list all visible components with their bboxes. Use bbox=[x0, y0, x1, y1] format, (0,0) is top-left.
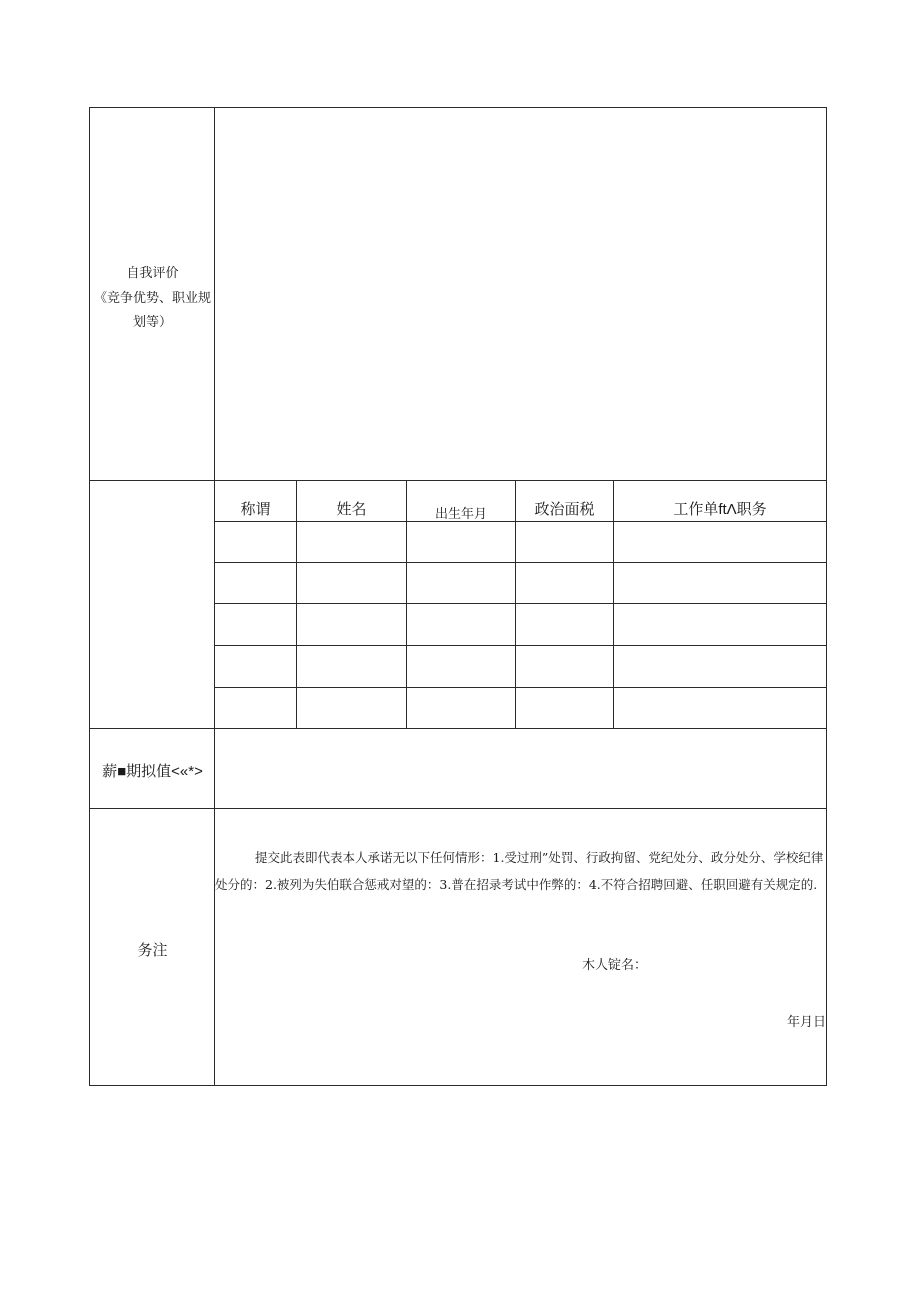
signature-label: 木人锭名： bbox=[582, 958, 648, 973]
self-evaluation-label-line2: 《竞争优势、职业规 bbox=[93, 290, 211, 305]
family-header-relation: 称谓 bbox=[240, 501, 271, 518]
section-divider-salary bbox=[89, 728, 827, 729]
self-evaluation-label-line1: 自我评价 bbox=[126, 266, 179, 281]
family-cell[interactable] bbox=[614, 563, 826, 603]
family-header-birth: 出生年月 bbox=[434, 507, 487, 522]
family-cell[interactable] bbox=[297, 688, 406, 728]
table-left-border bbox=[89, 107, 90, 1086]
family-cell[interactable] bbox=[516, 563, 613, 603]
family-cell[interactable] bbox=[215, 604, 296, 645]
family-cell[interactable] bbox=[516, 646, 613, 687]
family-cell[interactable] bbox=[215, 522, 296, 562]
date-label: 年月日 bbox=[786, 1015, 826, 1030]
family-cell[interactable] bbox=[516, 522, 613, 562]
family-cell[interactable] bbox=[614, 604, 826, 645]
family-cell[interactable] bbox=[297, 604, 406, 645]
family-cell[interactable] bbox=[215, 688, 296, 728]
family-cell[interactable] bbox=[407, 604, 515, 645]
family-cell[interactable] bbox=[516, 604, 613, 645]
table-right-border bbox=[826, 107, 827, 1086]
family-cell[interactable] bbox=[614, 646, 826, 687]
family-cell[interactable] bbox=[407, 688, 515, 728]
family-cell[interactable] bbox=[297, 522, 406, 562]
family-cell[interactable] bbox=[516, 688, 613, 728]
family-cell[interactable] bbox=[297, 646, 406, 687]
salary-expectation-label: 薪■期拟值<«*> bbox=[102, 763, 203, 780]
self-evaluation-field[interactable] bbox=[216, 109, 824, 478]
remarks-label: 务注 bbox=[137, 942, 168, 959]
family-cell[interactable] bbox=[614, 522, 826, 562]
self-evaluation-label bbox=[91, 262, 214, 334]
pledge-text: 提交此表即代表本人承诺无以下任何情形：1.受过刑”处罚、行政拘留、党纪处分、政分处分、学校纪律处分的：2.被列为失伯联合惩戒对望的：3.普在招录考试中作弊的：4.不符合招聘回避、任职回避有关规定的. bbox=[215, 850, 824, 892]
table-top-border bbox=[89, 107, 827, 108]
family-header-political: 政治面税 bbox=[534, 501, 595, 518]
family-cell[interactable] bbox=[407, 563, 515, 603]
family-cell[interactable] bbox=[407, 646, 515, 687]
section-divider-family bbox=[89, 480, 827, 481]
pledge-text-block bbox=[215, 844, 827, 898]
family-cell[interactable] bbox=[215, 563, 296, 603]
family-header-employer: 工作单ftΛ职务 bbox=[673, 501, 767, 518]
family-header-name: 姓名 bbox=[336, 501, 367, 518]
salary-expectation-field[interactable] bbox=[216, 730, 824, 807]
family-cell[interactable] bbox=[215, 646, 296, 687]
family-cell[interactable] bbox=[407, 522, 515, 562]
table-bottom-border bbox=[89, 1085, 827, 1086]
family-cell[interactable] bbox=[297, 563, 406, 603]
section-divider-remarks bbox=[89, 808, 827, 809]
family-cell[interactable] bbox=[614, 688, 826, 728]
self-evaluation-label-line3: 划等） bbox=[132, 314, 172, 329]
